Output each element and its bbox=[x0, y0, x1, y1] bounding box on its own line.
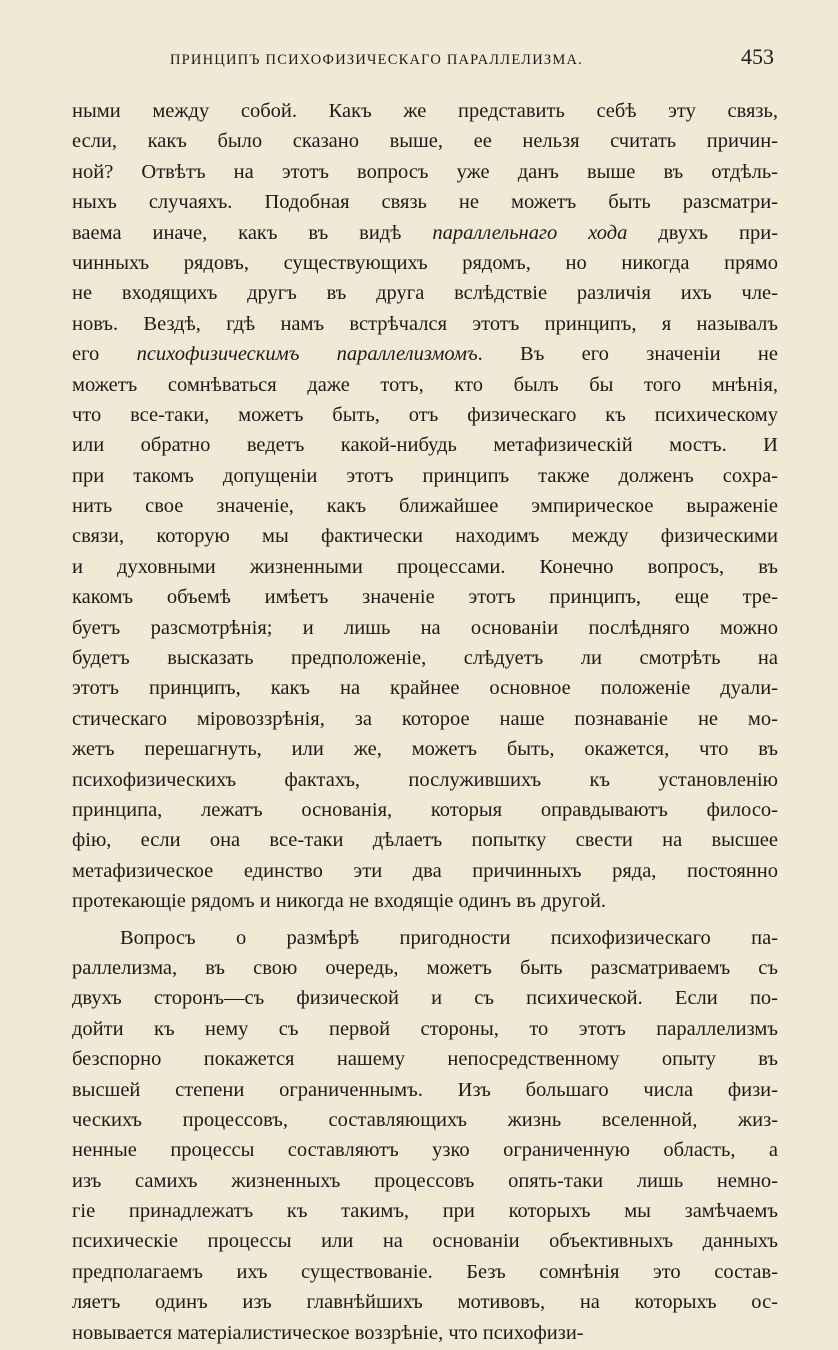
text-line: новъ. Вездѣ, гдѣ намъ встрѣчался этотъ принципъ, я называлъ bbox=[72, 312, 778, 335]
paragraph-2 bbox=[72, 923, 778, 1348]
text-line: что все-таки, можетъ быть, отъ физическаго къ психическому bbox=[72, 403, 778, 426]
body-text bbox=[72, 96, 778, 1348]
text-line: какомъ объемѣ имѣетъ значеніе этотъ принципъ, еще тре- bbox=[72, 586, 778, 609]
text-line: и духовными жизненными процессами. Конечно вопросъ, въ bbox=[72, 555, 778, 578]
text-line: новывается матеріалистическое воззрѣніе, что психофизи- bbox=[72, 1321, 584, 1344]
running-head bbox=[70, 44, 776, 74]
text-line: будетъ высказать предположеніе, слѣдуетъ ли смотрѣть на bbox=[72, 647, 778, 670]
text-line: психическіе процессы или на основаніи объективныхъ данныхъ bbox=[72, 1230, 778, 1253]
text-line: стическаго міровоззрѣнія, за которое наше познаваніе не мо- bbox=[72, 707, 778, 730]
text-line: этотъ принципъ, какъ на крайнее основное положеніе дуали- bbox=[72, 677, 778, 700]
text-line: ваема иначе, какъ въ видѣ параллельнаго хода двухъ при- bbox=[72, 221, 778, 244]
text-line: ныхъ случаяхъ. Подобная связь не можетъ быть разсматри- bbox=[72, 191, 778, 214]
text-line: безспорно покажется нашему непосредственному опыту въ bbox=[72, 1048, 778, 1071]
text-line: метафизическое единство эти два причинныхъ ряда, постоянно bbox=[72, 859, 778, 882]
italic-emphasis: психофизическимъ параллелизмомъ bbox=[136, 343, 478, 366]
text-line: высшей степени ограниченнымъ. Изъ большаго числа физи- bbox=[72, 1078, 778, 1101]
text-line: связи, которую мы фактически находимъ между физическими bbox=[72, 525, 778, 548]
text-line: изъ самихъ жизненныхъ процессовъ опять-таки лишь немно- bbox=[72, 1169, 778, 1192]
text-line: его психофизическимъ параллелизмомъ. Въ его значеніи не bbox=[72, 343, 779, 366]
text-line: протекающіе рядомъ и никогда не входящіе одинъ въ другой. bbox=[72, 890, 607, 913]
text-line: можетъ сомнѣваться даже тотъ, кто былъ бы того мнѣнія, bbox=[72, 373, 778, 396]
text-line: ными между собой. Какъ же представить себѣ эту связь, bbox=[72, 100, 778, 122]
text-line: Вопросъ о размѣрѣ пригодности психофизическаго па- bbox=[120, 926, 778, 949]
text-line: раллелизма, въ свою очередь, можетъ быть разсматриваемъ съ bbox=[72, 956, 778, 979]
text-line: нить свое значеніе, какъ ближайшее эмпирическое выраженіе bbox=[72, 495, 778, 518]
text-line: ческихъ процессовъ, составляющихъ жизнь вселенной, жиз- bbox=[72, 1108, 778, 1131]
text-line: не входящихъ другъ въ друга вслѣдствіе различія ихъ чле- bbox=[72, 282, 778, 305]
text-line: принципа, лежатъ основанія, которыя оправдываютъ филосо- bbox=[72, 798, 778, 821]
text-line: фію, если она все-таки дѣлаетъ попытку свести на высшее bbox=[72, 829, 778, 852]
text-line: буетъ разсмотрѣнія; и лишь на основаніи послѣдняго можно bbox=[72, 616, 778, 639]
text-line: гіе принадлежатъ къ такимъ, при которыхъ мы замѣчаемъ bbox=[72, 1200, 778, 1223]
text-line: чинныхъ рядовъ, существующихъ рядомъ, но никогда прямо bbox=[72, 251, 778, 274]
text-line: ной? Отвѣтъ на этотъ вопросъ уже данъ выше въ отдѣль- bbox=[72, 160, 778, 183]
text-line: ляетъ одинъ изъ главнѣйшихъ мотивовъ, на которыхъ ос- bbox=[72, 1291, 778, 1314]
page-number: 453 bbox=[741, 44, 774, 69]
running-title: ПРИНЦИПЪ ПСИХОФИЗИЧЕСКАГО ПАРАЛЛЕЛИЗМА. bbox=[170, 52, 583, 68]
text-line: если, какъ было сказано выше, ее нельзя считать причин- bbox=[72, 130, 778, 153]
paragraph-1 bbox=[72, 96, 778, 917]
text-line: или обратно ведетъ какой-нибудь метафизическій мостъ. И bbox=[72, 434, 778, 457]
text-line: двухъ сторонъ—съ физической и съ психической. Если по- bbox=[72, 987, 778, 1010]
text-line: дойти къ нему съ первой стороны, то этотъ параллелизмъ bbox=[72, 1017, 778, 1040]
text-line: ненные процессы составляютъ узко ограниченную область, а bbox=[72, 1139, 778, 1162]
text-line: жетъ перешагнуть, или же, можетъ быть, окажется, что въ bbox=[72, 738, 778, 761]
text-line: предполагаемъ ихъ существованіе. Безъ сомнѣнія это состав- bbox=[72, 1260, 778, 1283]
text-line: психофизическихъ фактахъ, послужившихъ къ установленію bbox=[72, 768, 778, 791]
italic-emphasis: параллельнаго хода bbox=[432, 221, 628, 244]
text-line: при такомъ допущеніи этотъ принципъ также долженъ сохра- bbox=[72, 464, 778, 487]
